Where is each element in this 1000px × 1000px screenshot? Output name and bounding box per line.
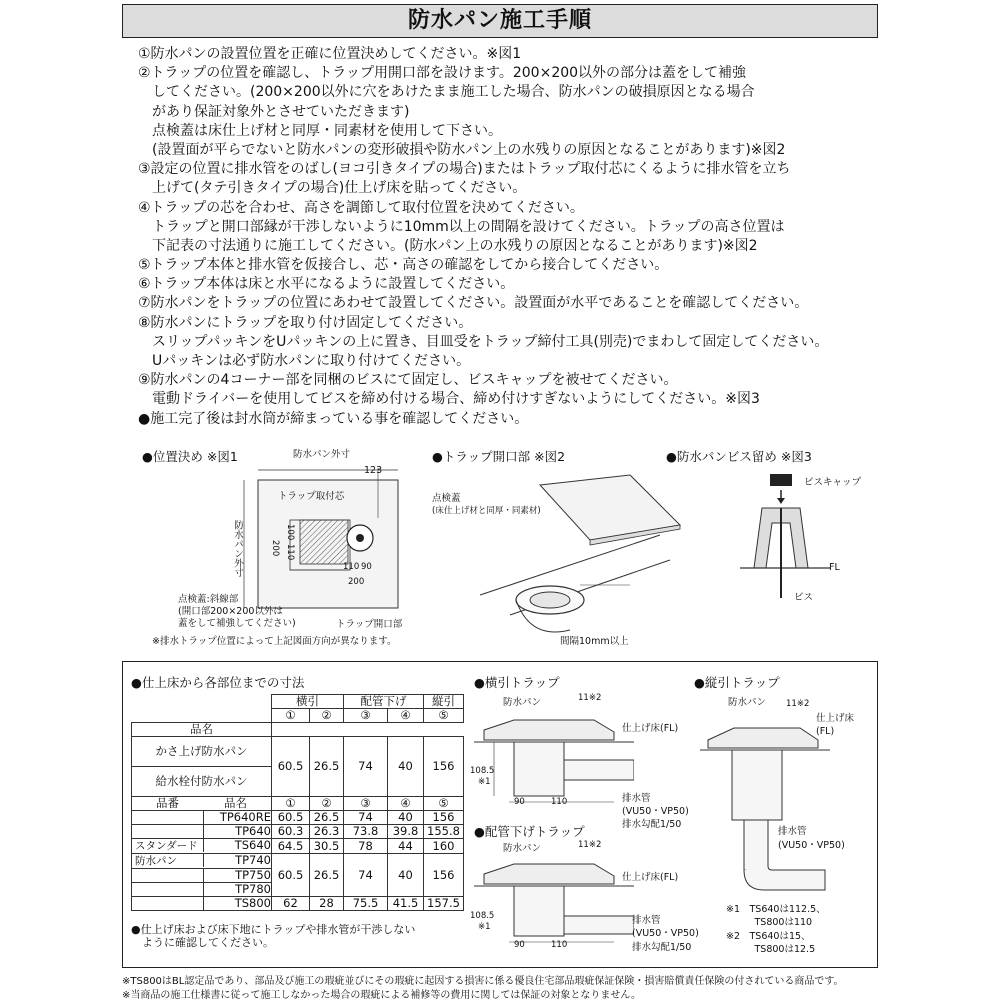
product-code: TP640 [203, 825, 271, 838]
yoko-label: ●横引トラップ [474, 675, 560, 690]
product-code: TP640RE [203, 811, 271, 824]
col-num: ④ [388, 709, 424, 723]
cell: 75.5 [344, 897, 388, 911]
product-code: TP740 [203, 854, 271, 867]
footnote-2: ※当商品の施工仕様書に従って施工しなかった場合の瑕疵による補修等の費用に関しては保証の対象となりません。 [122, 990, 641, 1000]
col-num: ① [272, 797, 310, 811]
haikan-height-note: ※1 [478, 922, 491, 932]
haikan-110: 110 [551, 940, 568, 950]
code-cell [132, 825, 272, 839]
cell: 73.8 [344, 825, 388, 839]
cell: 60.5 [272, 811, 310, 825]
step-line: ③設定の位置に排水管をのばし(ヨコ引きタイプの場合)またはトラップ取付芯にくるように排水管を立ち [138, 161, 791, 178]
cell: 155.8 [424, 825, 464, 839]
tate-note-2b: TS800は12.5 [726, 944, 816, 955]
col-num: ⑤ [424, 709, 464, 723]
group-yoko: 横引 [272, 695, 344, 709]
cell: 41.5 [388, 897, 424, 911]
trap-body [514, 742, 564, 796]
step-line: ⑨防水パンの4コーナー部を同梱のビスにて固定し、ビスキャップを被せてください。 [138, 372, 678, 389]
step-line: ①防水パンの設置位置を正確に位置決めしてください。※図1 [138, 46, 522, 62]
tate-diagram [700, 700, 830, 900]
code-cell [132, 883, 272, 897]
tate-floor-2: (FL) [816, 726, 835, 737]
fig1-note: ※排水トラップ位置によって上記図面方向が異なります。 [152, 636, 397, 647]
drain-pipe [564, 760, 634, 780]
fig2-diagram [470, 465, 700, 645]
tate-note-1a: ※1 TS640は112.5、 [726, 904, 826, 915]
vertical-pipe [744, 820, 768, 870]
table-corner [132, 695, 272, 723]
cell: 26.3 [310, 825, 344, 839]
cell: 40 [388, 811, 424, 825]
dim-200: 200 [348, 577, 365, 587]
yoko-pipe-3: 排水勾配1/50 [622, 819, 682, 830]
screw-cap [770, 474, 792, 486]
haikan-floor-label: 仕上げ床(FL) [622, 872, 679, 883]
lid-note-1: 点検蓋:斜線部 [178, 594, 239, 605]
code-cell [132, 869, 272, 883]
footnote-1: ※TS800はBL認定品であり、部品及び施工の瑕疵並びにその瑕疵に起因する損害に係る優良住宅部品瑕疵保証保険・損害賠償責任保険の付されている商品です。 [122, 976, 844, 987]
haikan-label: ●配管下げトラップ [474, 824, 585, 839]
col-num: ③ [344, 709, 388, 723]
trap-center-label: トラップ取付芯 [278, 491, 345, 502]
product-code: TP780 [203, 883, 271, 896]
step-line: 電動ドライバーを使用してビスを締め付ける場合、締め付けすぎないようにしてください。※図3 [138, 391, 760, 408]
col-hinmei-2: 品名 [224, 796, 247, 810]
dim-110: 110 [343, 562, 360, 572]
screw-cap-label: ビスキャップ [804, 477, 862, 488]
code-cell [132, 854, 272, 869]
cell: 40 [388, 854, 424, 897]
step-line: ⑥トラップ本体は床と水平になるように設置してください。 [138, 276, 515, 293]
cell: 156 [424, 811, 464, 825]
cell: 62 [272, 897, 310, 911]
yoko-diagram [474, 690, 634, 810]
yoko-110: 110 [551, 797, 568, 807]
lid-label: 点検蓋 [432, 493, 461, 504]
dim-110-vertical: 110 [285, 544, 295, 561]
haikan-pipe-2: (VU50・VP50) [632, 928, 699, 939]
procedure-steps [138, 45, 868, 429]
product-code: TS640 [203, 839, 271, 852]
cap-arrow-head [777, 498, 785, 504]
haikan-height: 108.5 [470, 911, 495, 921]
step-line: ②トラップの位置を確認し、トラップ用開口部を設けます。200×200以外の部分は蓋をして補強 [138, 65, 747, 82]
tate-floor-1: 仕上げ床 [816, 713, 855, 724]
product-code: TP750 [203, 869, 271, 882]
cell: 39.8 [388, 825, 424, 839]
cell: 30.5 [310, 839, 344, 854]
product-code: TS800 [203, 897, 271, 910]
group-haikan: 配管下げ [344, 695, 424, 709]
col-num: ② [310, 709, 344, 723]
fig2-label: ●トラップ開口部 ※図2 [432, 449, 566, 464]
haikan-pipe-1: 排水管 [632, 915, 661, 926]
trap-body [732, 750, 782, 820]
page-title: 防水パン施工手順 [122, 4, 878, 38]
col-num: ① [272, 709, 310, 723]
step-line: ⑧防水パンにトラップを取り付け固定してください。 [138, 314, 473, 331]
cell: 64.5 [272, 839, 310, 854]
yoko-11-label: 11※2 [578, 693, 602, 703]
haikan-pan-label: 防水パン [503, 843, 542, 854]
header-hinban [132, 797, 272, 811]
screw-label: ビス [794, 592, 814, 603]
cell: 26.5 [310, 811, 344, 825]
table-note-2: ように確認してください。 [131, 936, 274, 949]
step-line: トラップと開口部縁が干渉しないように10mm以上の間隔を設けてください。トラップの高さ位置は [138, 218, 785, 235]
fig3-diagram [740, 468, 830, 608]
step-line: ⑦防水パンをトラップの位置にあわせて設置してください。設置面が水平であることを確認してください。 [138, 295, 809, 312]
haikan-diagram [474, 840, 634, 950]
yoko-floor-label: 仕上げ床(FL) [622, 723, 679, 734]
pipe-elbow [744, 866, 825, 890]
dimension-table [131, 694, 464, 911]
yoko-90: 90 [514, 797, 525, 807]
dim-123: 123 [364, 465, 383, 476]
col-hinban: 品番 [156, 796, 179, 810]
pan-section [484, 864, 614, 884]
std-label-1: スタンダード [135, 840, 198, 852]
yoko-height-note: ※1 [478, 777, 491, 787]
cell: 26.5 [310, 737, 344, 797]
floor-line-front [480, 535, 660, 595]
gap-label: 間隔10mm以上 [560, 636, 629, 647]
col-num: ③ [344, 797, 388, 811]
cell: 156 [424, 737, 464, 797]
tate-pipe-2: (VU50・VP50) [778, 840, 845, 851]
cell: 156 [424, 854, 464, 897]
col-num: ⑤ [424, 797, 464, 811]
dim-90: 90 [361, 562, 372, 572]
fig1-depth-label: 防水パン外寸 [232, 520, 243, 577]
lid-note-2: (開口部200×200以外は [178, 606, 283, 617]
haikan-11-label: 11※2 [578, 840, 602, 850]
cell: 160 [424, 839, 464, 854]
step-line: ④トラップの芯を合わせ、高さを調節して取付位置を決めてください。 [138, 199, 584, 216]
cell: 26.5 [310, 854, 344, 897]
yoko-pan-label: 防水パン [503, 697, 542, 708]
tate-pan-label: 防水パン [728, 697, 767, 708]
code-cell [132, 839, 272, 854]
tate-11-label: 11※2 [786, 699, 810, 709]
step-line: 下記表の寸法通りに施工してください。(防水パン上の水残りの原因となることがあります)※図2 [138, 237, 758, 254]
trap-drain [530, 592, 570, 608]
table-note-1: ●仕上げ床および床下地にトラップや排水管が干渉しない [131, 923, 416, 936]
haikan-pipe-3: 排水勾配1/50 [632, 942, 692, 953]
drain-pipe [564, 916, 634, 934]
fl-label: FL [829, 562, 840, 573]
cell: 60.3 [272, 825, 310, 839]
tate-note-2a: ※2 TS640は15、 [726, 931, 811, 942]
row-kasa-label: かさ上げ防水パン [132, 737, 272, 767]
col-hinmei: 品名 [132, 723, 272, 737]
table-heading: ●仕上床から各部位までの寸法 [131, 675, 305, 690]
cell: 74 [344, 811, 388, 825]
step-line: ⑤トラップ本体と排水管を仮接合し、芯・高さの確認をしてから接合してください。 [138, 257, 669, 274]
tate-pipe-1: 排水管 [778, 826, 807, 837]
pan-section [708, 728, 818, 748]
tate-note-1b: TS800は110 [726, 917, 813, 928]
code-cell [132, 811, 272, 825]
step-line: (設置面が平らでないと防水パンの変形破損や防水パン上の水残りの原因となることがあります)※図2 [138, 141, 786, 158]
std-label-2: 防水パン [135, 855, 177, 867]
trap-opening-label: トラップ開口部 [336, 619, 403, 630]
tate-label: ●縦引トラップ [694, 675, 780, 690]
col-num: ② [310, 797, 344, 811]
cell: 28 [310, 897, 344, 911]
dim-200-vertical: 200 [270, 540, 280, 557]
lid-note-3: 蓋をして補強してください) [178, 618, 296, 629]
trap-center-dot [356, 534, 364, 542]
fig1-label: ●位置決め ※図1 [142, 449, 238, 464]
yoko-height: 108.5 [470, 766, 495, 776]
group-tate: 縦引 [424, 695, 464, 709]
row-kyusui-label: 給水栓付防水パン [132, 767, 272, 797]
cell: 44 [388, 839, 424, 854]
cell: 40 [388, 737, 424, 797]
cell: 60.5 [272, 854, 310, 897]
yoko-pipe-2: (VU50・VP50) [622, 806, 689, 817]
step-line: Uパッキンは必ず防水パンに取り付けてください。 [138, 353, 471, 369]
yoko-pipe-1: 排水管 [622, 793, 651, 804]
cell: 60.5 [272, 737, 310, 797]
pan-section [484, 720, 614, 740]
fig1-width-label: 防水パン外寸 [293, 449, 351, 460]
step-line: があり保証対象外とさせていただきます) [138, 103, 410, 120]
fig3-label: ●防水パンビス留め ※図3 [666, 449, 812, 464]
lid-material-label: (床仕上げ材と同厚・同素材) [432, 506, 541, 516]
code-cell [132, 897, 272, 911]
haikan-90: 90 [514, 940, 525, 950]
step-line: スリップパッキンをUパッキンの上に置き、目皿受をトラップ締付工具(別売)でまわして固定してください。 [138, 333, 829, 350]
trap-body [514, 886, 564, 936]
cell: 78 [344, 839, 388, 854]
col-num: ④ [388, 797, 424, 811]
step-line: してください。(200×200以外に穴をあけたまま施工した場合、防水パンの破損原因となる場合 [138, 84, 755, 101]
cell: 74 [344, 737, 388, 797]
cell: 74 [344, 854, 388, 897]
cell: 157.5 [424, 897, 464, 911]
dim-100: 100 [285, 524, 295, 541]
step-line: 点検蓋は床仕上げ材と同厚・同素材を使用して下さい。 [138, 122, 502, 139]
spacer [272, 723, 464, 737]
inspection-lid-hatch [300, 520, 348, 564]
step-line: 上げて(タテ引きタイプの場合)仕上げ床を貼ってください。 [138, 180, 527, 197]
step-line: ●施工完了後は封水筒が締まっている事を確認してください。 [138, 410, 529, 427]
